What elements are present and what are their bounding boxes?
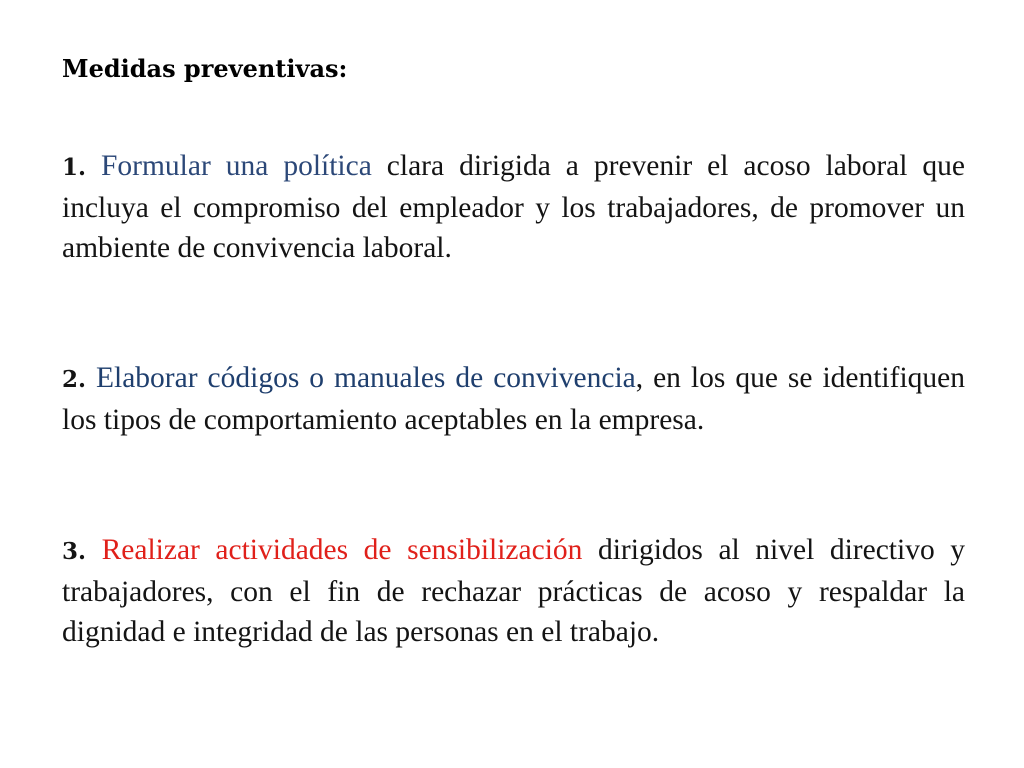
measure-highlight: Formular una política <box>101 150 372 182</box>
measure-item-3 <box>62 530 965 652</box>
measure-highlight: Elaborar códigos o manuales de convivencia <box>96 362 636 394</box>
measure-number: 2. <box>62 366 87 393</box>
measure-text: dirigidos al nivel directivo y trabajadores, con el fin de rechazar prácticas de acoso y respaldar la dignidad e integridad de las personas en el trabajo. <box>62 534 966 648</box>
measure-highlight: Realizar actividades de sensibilización <box>101 534 583 566</box>
slide-heading: Medidas preventivas: <box>62 54 348 83</box>
measure-text: , en los que se identifiquen los tipos de comportamiento aceptables en la empresa. <box>62 362 965 436</box>
measure-number: 3. <box>62 538 87 565</box>
measure-item-1 <box>62 146 965 268</box>
measure-text: clara dirigida a prevenir el acoso laboral que incluya el compromiso del empleador y los trabajadores, de promover un ambiente de convivencia laboral. <box>62 150 966 264</box>
measure-number: 1. <box>62 154 87 181</box>
measure-item-2 <box>62 358 965 440</box>
